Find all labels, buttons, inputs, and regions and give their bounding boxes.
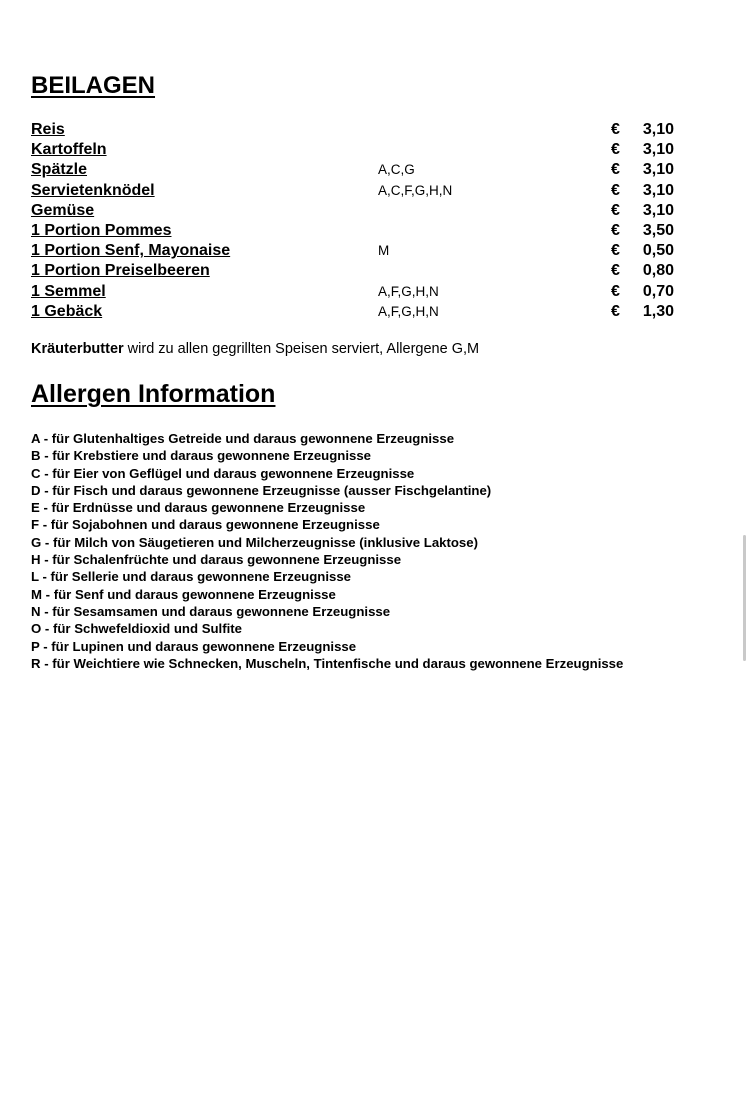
menu-item [31, 302, 681, 322]
menu-item-name: 1 Gebäck [31, 302, 103, 320]
menu-item-name: Spätzle [31, 161, 88, 179]
menu-item-name: 1 Portion Preiselbeeren [31, 262, 210, 280]
menu-item [31, 261, 681, 281]
menu-item-name: 1 Portion Senf, Mayonaise [31, 242, 231, 260]
allergen-legend-item: A - für Glutenhaltiges Getreide und daraus gewonnene Erzeugnisse [31, 431, 455, 446]
allergen-legend-item: R - für Weichtiere wie Schnecken, Muscheln, Tintenfische und daraus gewonnene Erzeugnisse [31, 655, 624, 671]
menu-item-name: Servietenknödel [31, 181, 155, 199]
menu-item-price: 3,10 [642, 201, 674, 219]
menu-item [31, 160, 681, 180]
menu-item-currency: € [611, 161, 620, 179]
allergen-legend-item: N - für Sesamsamen und daraus gewonnene Erzeugnisse [31, 603, 391, 619]
allergen-legend-item: O - für Schwefeldioxid und Sulfite [31, 621, 243, 637]
allergen-legend-item: C - für Eier von Geflügel und daraus gewonnene Erzeugnisse [31, 465, 415, 481]
menu-item-allergens: A,C,G [378, 162, 415, 178]
allergen-legend-item: B - für Krebstiere und daraus gewonnene Erzeugnisse [31, 448, 372, 464]
menu-item-price: 0,70 [642, 282, 674, 300]
menu-item-name: Reis [31, 121, 65, 138]
scrollbar[interactable] [743, 535, 746, 661]
menu-item-currency: € [611, 242, 620, 260]
menu-item-name: Gemüse [31, 201, 95, 219]
allergen-legend-item: F - für Sojabohnen und daraus gewonnene Erzeugnisse [31, 517, 380, 533]
menu-item-price: 3,10 [642, 161, 674, 179]
menu-item-currency: € [611, 282, 620, 300]
herb-butter-label: Kräuterbutter [31, 341, 124, 357]
menu-item-currency: € [611, 221, 620, 239]
menu-item-currency: € [611, 181, 620, 199]
menu-item-price: 0,80 [642, 262, 674, 280]
section-title-beilagen: BEILAGEN [31, 72, 156, 99]
menu-item-allergens: A,F,G,H,N [378, 283, 439, 299]
allergen-legend-item: H - für Schalenfrüchte und daraus gewonnene Erzeugnisse [31, 552, 402, 568]
menu-item-price: 3,10 [642, 141, 674, 159]
section-title-allergen-information: Allergen Information [31, 380, 276, 408]
menu-item-currency: € [611, 201, 620, 219]
menu-item [31, 181, 681, 201]
menu-item-currency: € [611, 121, 620, 138]
allergen-legend-item: M - für Senf und daraus gewonnene Erzeugnisse [31, 586, 336, 602]
menu-item-currency: € [611, 141, 620, 159]
menu-item-allergens: A,F,G,H,N [378, 303, 439, 319]
menu-item-currency: € [611, 262, 620, 280]
allergen-legend-item: E - für Erdnüsse und daraus gewonnene Erzeugnisse [31, 500, 366, 516]
menu-item-name: 1 Semmel [31, 282, 106, 300]
allergen-legend-item: G - für Milch von Säugetieren und Milcherzeugnisse (inklusive Laktose) [31, 534, 478, 550]
menu-item-name: Kartoffeln [31, 141, 107, 159]
allergen-legend [31, 430, 631, 672]
allergen-legend-item: D - für Fisch und daraus gewonnene Erzeugnisse (ausser Fischgelantine) [31, 482, 492, 498]
allergen-legend-item: P - für Lupinen und daraus gewonnene Erzeugnisse [31, 638, 357, 654]
menu-item-allergens: A,C,F,G,H,N [378, 182, 453, 198]
menu-item [31, 241, 681, 261]
herb-butter-note [31, 341, 479, 357]
menu-item-price: 3,50 [642, 221, 674, 239]
menu-item-name: 1 Portion Pommes [31, 221, 172, 239]
menu-item-price: 0,50 [642, 242, 674, 260]
menu-item-price: 1,30 [642, 302, 674, 320]
menu-item [31, 282, 681, 302]
herb-butter-text: wird zu allen gegrillten Speisen serviert, Allergene G,M [123, 341, 480, 357]
menu-item [31, 140, 681, 160]
menu-item-currency: € [611, 302, 620, 320]
menu-item-price: 3,10 [642, 121, 674, 138]
side-dishes-list [31, 120, 681, 322]
menu-item [31, 221, 681, 241]
menu-item [31, 201, 681, 221]
menu-item-allergens: M [378, 243, 390, 259]
allergen-legend-item: L - für Sellerie und daraus gewonnene Erzeugnisse [31, 569, 351, 585]
menu-item [31, 120, 681, 140]
menu-item-price: 3,10 [642, 181, 674, 199]
